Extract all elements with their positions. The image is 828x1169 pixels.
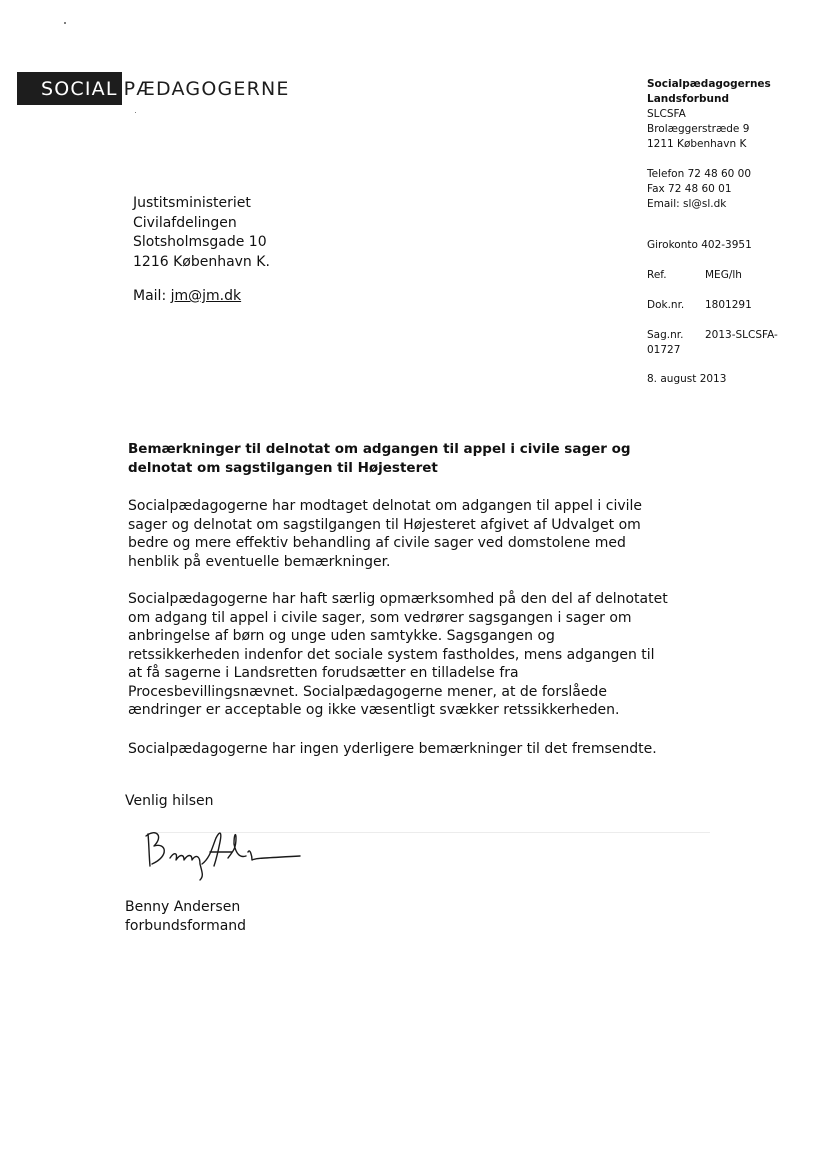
mail-label: Mail:	[133, 288, 167, 304]
sender-name-line-1: Socialpædagogernes	[647, 78, 771, 90]
paragraph-line: sager og delnotat om sagstilgangen til Højesteret afgivet af Udvalget om	[128, 516, 641, 533]
sag-row	[647, 328, 778, 358]
paragraph-line: ændringer er acceptable og ikke væsentligt svækker retssikkerheden.	[128, 702, 620, 718]
paragraph-line: Socialpædagogerne har haft særlig opmærksomhed på den del af delnotatet	[128, 591, 668, 607]
paragraph-line: bedre og mere effektiv behandling af civile sager ved domstolene med	[128, 535, 626, 551]
scan-speck	[135, 112, 136, 113]
signer-title: forbundsformand	[125, 918, 247, 934]
handwritten-signature	[140, 822, 310, 882]
body-paragraph-2	[128, 590, 668, 720]
recipient-address	[133, 194, 270, 272]
ref-row	[647, 268, 742, 283]
paragraph-line: anbringelse af børn og unge uden samtykke. Sagsgangen og	[128, 628, 555, 644]
recipient-mail	[133, 288, 241, 304]
sender-giro: Girokonto 402-3951	[647, 239, 752, 251]
paragraph-line: at få sagerne i Landsretten forudsætter en tilladelse fra	[128, 665, 519, 681]
paragraph-line: om adgang til appel i civile sager, som vedrører sagsgangen i sager om	[128, 609, 632, 626]
dok-value: 1801291	[705, 299, 752, 311]
paragraph-line: retssikkerheden indenfor det sociale system fastholdes, mens adgangen til	[128, 646, 655, 663]
body-paragraph-1	[128, 497, 668, 571]
sender-street: Brolæggerstræde 9	[647, 123, 750, 135]
dok-row	[647, 298, 752, 313]
sender-abbr: SLCSFA	[647, 108, 686, 120]
logo-paedagogerne-text: PÆDAGOGERNE	[123, 77, 290, 100]
letter-subject	[128, 440, 648, 478]
paragraph-line: henblik på eventuelle bemærkninger.	[128, 553, 391, 570]
sender-name-line-2: Landsforbund	[647, 93, 729, 105]
subject-line-1: Bemærkninger til delnotat om adgangen til appel i civile sager og	[128, 441, 631, 457]
recipient-line-1: Justitsministeriet	[133, 195, 251, 211]
subject-line-2: delnotat om sagstilgangen til Højesteret	[128, 460, 438, 476]
ref-label: Ref.	[647, 269, 667, 281]
ref-value: MEG/lh	[705, 269, 742, 281]
paragraph-line: Socialpædagogerne har modtaget delnotat om adgangen til appel i civile	[128, 498, 643, 514]
sender-fax: Fax 72 48 60 01	[647, 183, 732, 195]
sender-email: Email: sl@sl.dk	[647, 198, 727, 210]
sender-address	[647, 77, 771, 212]
organization-logo	[17, 72, 290, 105]
recipient-line-3: Slotsholmsgade 10	[133, 234, 267, 250]
sag-label: Sag.nr.	[647, 329, 684, 341]
recipient-line-4: 1216 København K.	[133, 253, 270, 270]
body-paragraph-3	[128, 740, 668, 759]
dok-label: Dok.nr.	[647, 299, 685, 311]
paragraph-line: Procesbevillingsnævnet. Socialpædagogerne mener, at de forslåede	[128, 683, 607, 700]
sag-value: 2013-SLCSFA-	[705, 329, 778, 341]
logo-social-text: SOCIAL	[17, 72, 122, 105]
signer-name: Benny Andersen	[125, 899, 241, 915]
paragraph-line: Socialpædagogerne har ingen yderligere bemærkninger til det fremsendte.	[128, 741, 657, 757]
sender-city: 1211 København K	[647, 138, 747, 150]
recipient-line-2: Civilafdelingen	[133, 214, 237, 231]
sender-phone: Telefon 72 48 60 00	[647, 168, 752, 180]
letter-date: 8. august 2013	[647, 373, 727, 385]
mail-link[interactable]: jm@jm.dk	[170, 288, 242, 304]
scan-speck	[64, 22, 66, 24]
closing-greeting: Venlig hilsen	[125, 793, 214, 809]
signer-block	[125, 898, 246, 936]
sag-value-cont: 01727	[647, 344, 681, 356]
